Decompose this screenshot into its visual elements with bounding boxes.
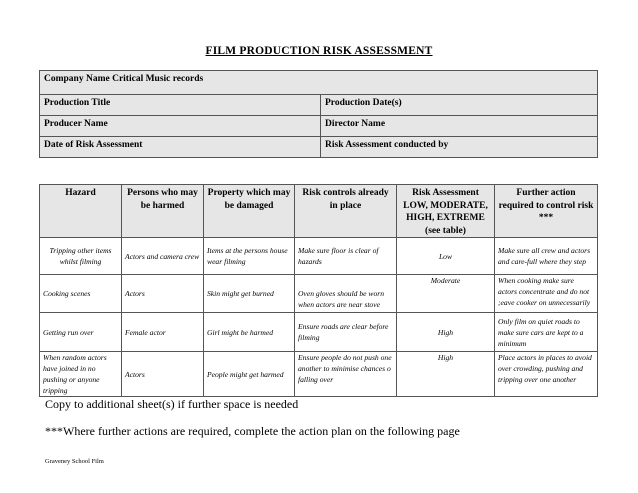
- production-dates-cell: Production Date(s): [321, 95, 598, 116]
- header-property: Property which may be damaged: [204, 185, 295, 238]
- hazard-cell: When random actors have joined in no pushing or anyone tripping: [40, 352, 122, 397]
- header-persons: Persons who may be harmed: [122, 185, 204, 238]
- table-row: [40, 275, 598, 313]
- table-row: [40, 313, 598, 352]
- property-cell: Skin might get burned: [204, 275, 295, 313]
- risk-level-cell: Moderate: [397, 275, 495, 313]
- property-cell: Girl might be harmed: [204, 313, 295, 352]
- persons-cell: Female actor: [122, 313, 204, 352]
- page-title: FILM PRODUCTION RISK ASSESSMENT: [205, 45, 433, 57]
- table-row: [40, 352, 598, 397]
- production-row: [40, 95, 598, 116]
- persons-cell: Actors: [122, 352, 204, 397]
- property-cell: Items at the persons house wear filming: [204, 238, 295, 275]
- further-action-cell: Place actors in places to avoid over crowding, pushing and tripping over one another: [495, 352, 598, 397]
- hazard-cell: Cooking scenes: [40, 275, 122, 313]
- hazard-cell: Getting run over: [40, 313, 122, 352]
- producer-row: [40, 116, 598, 137]
- table-row: [40, 238, 598, 275]
- school-footer: Graveney School Film: [45, 458, 104, 465]
- assessment-conducted-by-cell: Risk Assessment conducted by: [321, 137, 598, 158]
- persons-cell: Actors: [122, 275, 204, 313]
- controls-cell: Ensure roads are clear before filming: [295, 313, 397, 352]
- header-further-action: Further action required to control risk ***: [495, 185, 598, 238]
- persons-cell: Actors and camera crew: [122, 238, 204, 275]
- controls-cell: Ensure people do not push one another to minimise chances o falling over: [295, 352, 397, 397]
- action-plan-note: ***Where further actions are required, complete the action plan on the following page: [45, 424, 460, 438]
- additional-sheet-note: Copy to additional sheet(s) if further space is needed: [45, 397, 299, 411]
- assessment-date-cell: Date of Risk Assessment: [40, 137, 321, 158]
- header-risk-assessment: Risk Assessment LOW, MODERATE, HIGH, EXTREME (see table): [397, 185, 495, 238]
- production-title-cell: Production Title: [40, 95, 321, 116]
- production-info-table: [39, 70, 598, 158]
- further-action-cell: When cooking make sure actors concentrate and do not ;eave cooker on unnecessarily: [495, 275, 598, 313]
- controls-cell: Make sure floor is clear of hazards: [295, 238, 397, 275]
- risk-level-cell: High: [397, 313, 495, 352]
- header-controls: Risk controls already in place: [295, 185, 397, 238]
- company-row: [40, 71, 598, 95]
- controls-cell: Oven gloves should be worn when actors are near stove: [295, 275, 397, 313]
- producer-name-cell: Producer Name: [40, 116, 321, 137]
- risk-level-cell: Low: [397, 238, 495, 275]
- company-name-cell: Company Name Critical Music records: [40, 71, 598, 95]
- director-name-cell: Director Name: [321, 116, 598, 137]
- risk-table: [39, 184, 598, 397]
- assessment-row: [40, 137, 598, 158]
- property-cell: People might get harmed: [204, 352, 295, 397]
- hazard-cell: Tripping other items whilst filming: [40, 238, 122, 275]
- header-hazard: Hazard: [40, 185, 122, 238]
- risk-level-cell: High: [397, 352, 495, 397]
- risk-header-row: [40, 185, 598, 238]
- further-action-cell: Only film on quiet roads to make sure cars are kept to a minimum: [495, 313, 598, 352]
- further-action-cell: Make sure all crew and actors and care-full where they step: [495, 238, 598, 275]
